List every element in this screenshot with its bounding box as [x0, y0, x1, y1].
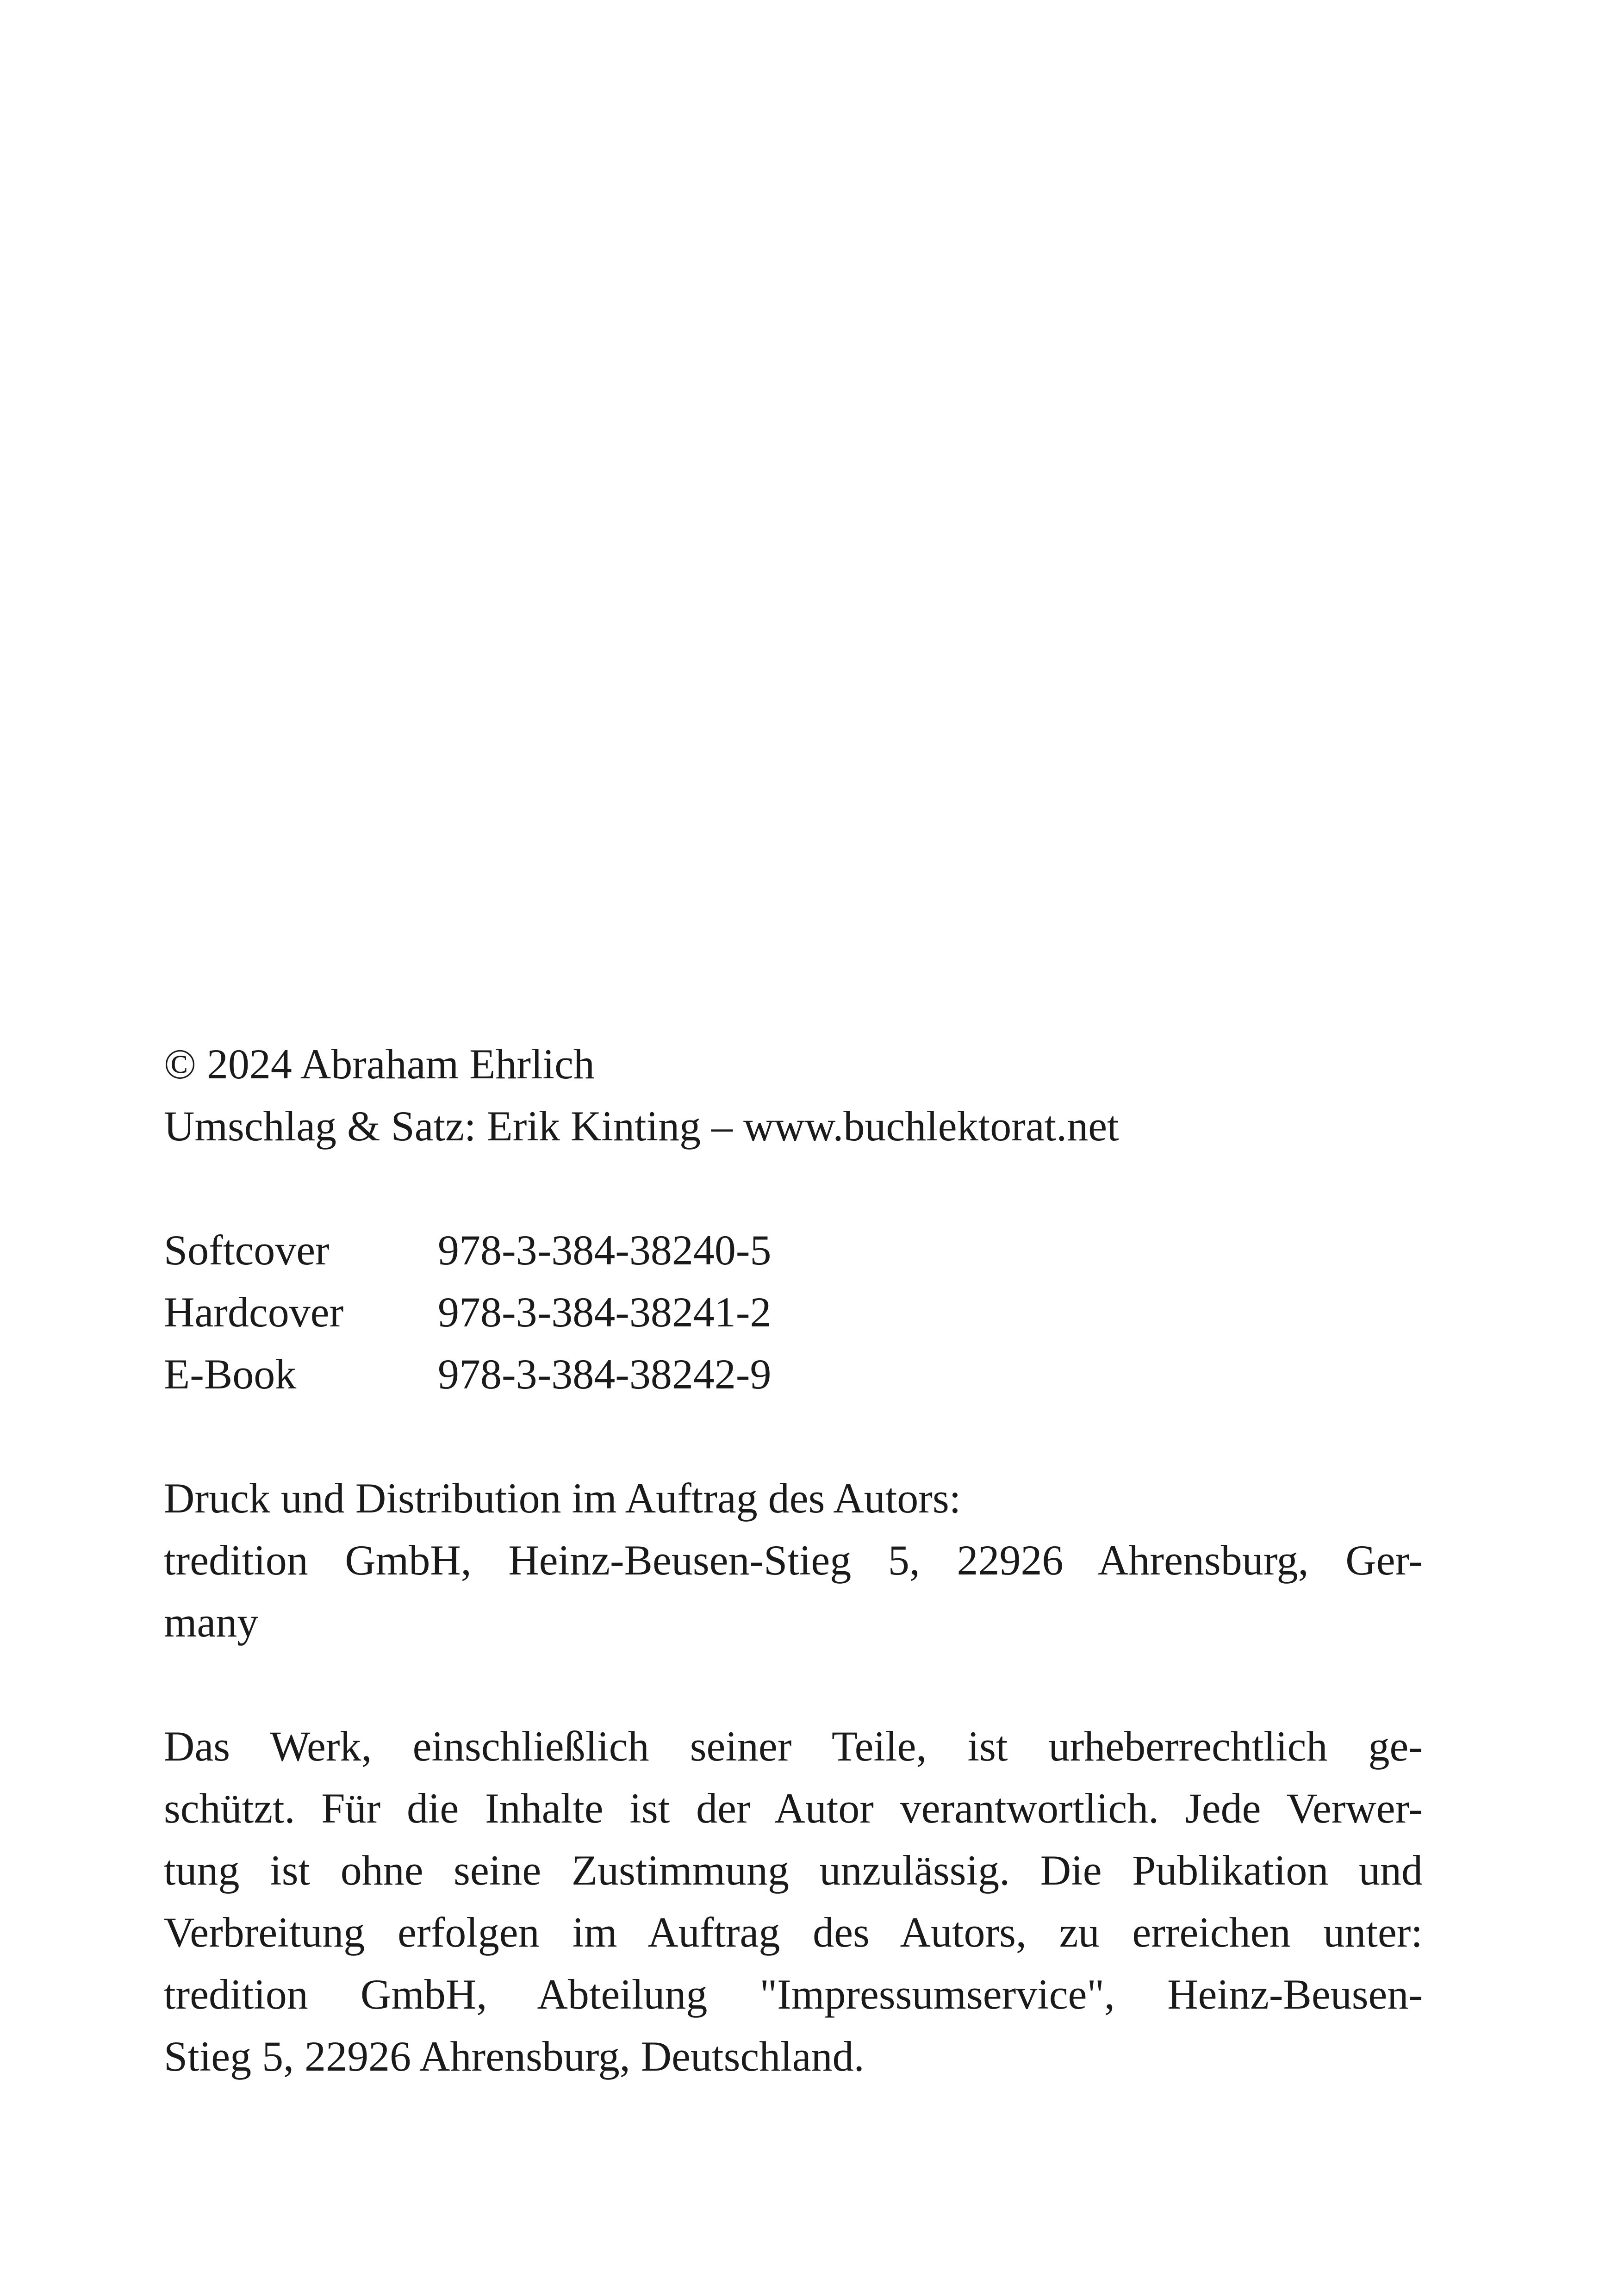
isbn-format-label: Hardcover — [164, 1288, 344, 1336]
spacer — [164, 1157, 1423, 1219]
print-address-line: many — [164, 1599, 259, 1646]
print-distribution-heading: Druck und Distribution im Auftrag des Autors: — [164, 1475, 961, 1522]
legal-notice-line: Verbreitung erfolgen im Auftrag des Autors, zu erreichen unter: — [164, 1909, 1423, 1956]
legal-notice-line: Stieg 5, 22926 Ahrensburg, Deutschland. — [164, 2033, 865, 2080]
copyright-line: © 2024 Abraham Ehrlich — [164, 1040, 595, 1088]
isbn-number: 978-3-384-38241-2 — [438, 1288, 772, 1336]
legal-notice-line: Das Werk, einschließlich seiner Teile, ist urheberrechtlich ge- — [164, 1723, 1423, 1770]
legal-notice-line: schützt. Für die Inhalte ist der Autor verantwortlich. Jede Verwer- — [164, 1785, 1423, 1832]
spacer — [164, 1653, 1423, 1715]
isbn-row-softcover — [164, 1219, 772, 1281]
legal-notice-line: tung ist ohne seine Zustimmung unzulässig. Die Publikation und — [164, 1847, 1423, 1894]
isbn-row-ebook — [164, 1343, 772, 1405]
cover-credit-line: Umschlag & Satz: Erik Kinting – www.buchlektorat.net — [164, 1102, 1119, 1150]
spacer — [164, 1405, 1423, 1467]
imprint-block — [164, 1033, 1423, 2087]
isbn-number: 978-3-384-38240-5 — [438, 1226, 772, 1274]
isbn-row-hardcover — [164, 1281, 772, 1343]
legal-notice — [164, 1715, 1423, 2087]
legal-notice-line: tredition GmbH, Abteilung "Impressumservice", Heinz-Beusen- — [164, 1971, 1423, 2018]
isbn-format-label: E-Book — [164, 1350, 297, 1398]
isbn-list — [164, 1219, 772, 1405]
print-address-line: tredition GmbH, Heinz-Beusen-Stieg 5, 22926 Ahrensburg, Ger- — [164, 1537, 1423, 1584]
isbn-format-label: Softcover — [164, 1226, 330, 1274]
isbn-number: 978-3-384-38242-9 — [438, 1350, 772, 1398]
